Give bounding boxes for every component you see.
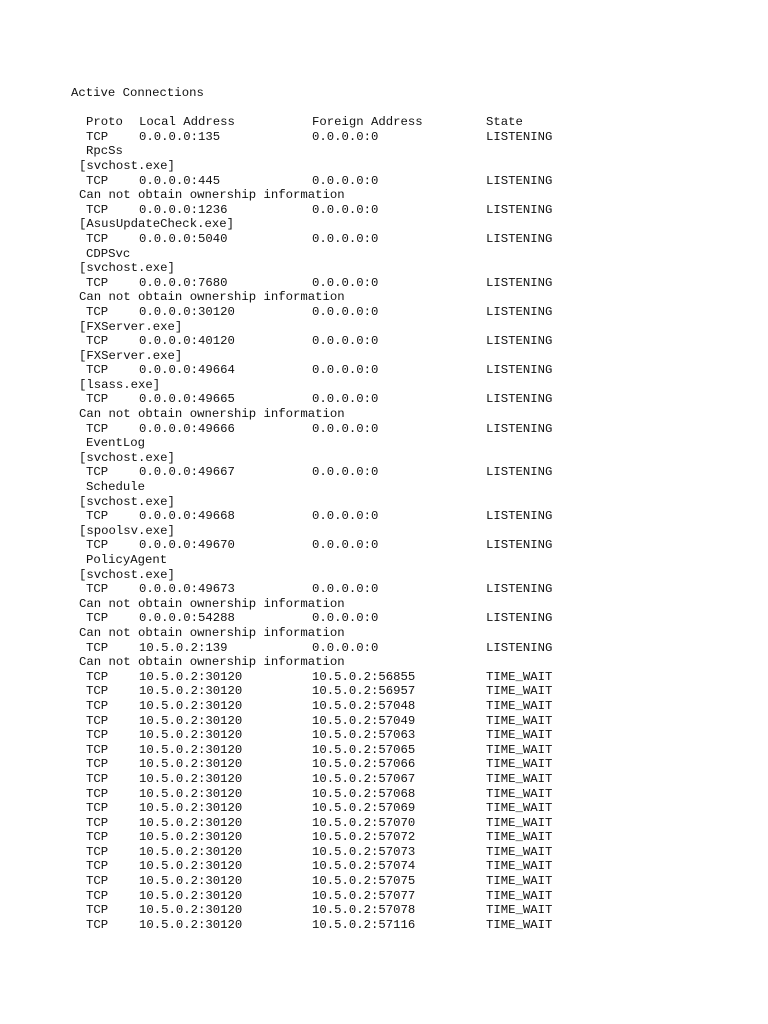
connection-row [71, 874, 751, 889]
connections-document [71, 86, 751, 932]
local-address-cell: 0.0.0.0:135 [139, 129, 221, 144]
state-cell: TIME_WAIT [486, 713, 553, 728]
foreign-address-cell: 10.5.0.2:57066 [312, 757, 416, 772]
proto-cell: TCP [86, 830, 109, 845]
ownership-note: Can not obtain ownership information [79, 596, 345, 611]
foreign-address-cell: 10.5.0.2:56855 [312, 669, 416, 684]
connection-row [71, 392, 751, 407]
state-cell: LISTENING [486, 363, 553, 378]
state-cell: LISTENING [486, 640, 553, 655]
connection-row [71, 845, 751, 860]
foreign-address-cell: 10.5.0.2:57074 [312, 859, 416, 874]
state-cell: LISTENING [486, 304, 553, 319]
ownership-note: Can not obtain ownership information [79, 188, 345, 203]
local-address-cell: 0.0.0.0:49665 [139, 392, 235, 407]
state-cell: TIME_WAIT [486, 728, 553, 743]
foreign-address-cell: 10.5.0.2:57069 [312, 801, 416, 816]
proto-cell: TCP [86, 903, 109, 918]
local-address-cell: 0.0.0.0:49667 [139, 465, 235, 480]
foreign-address-cell: 0.0.0.0:0 [312, 582, 379, 597]
ownership-note: Can not obtain ownership information [79, 655, 345, 670]
ownership-note: Can not obtain ownership information [79, 625, 345, 640]
proto-cell: TCP [86, 275, 109, 290]
connection-row [71, 641, 751, 656]
foreign-address-cell: 10.5.0.2:57065 [312, 742, 416, 757]
proto-cell: TCP [86, 888, 109, 903]
connection-row [71, 509, 751, 524]
proto-cell: TCP [86, 786, 109, 801]
foreign-address-cell: 10.5.0.2:57070 [312, 815, 416, 830]
foreign-address-cell: 0.0.0.0:0 [312, 173, 379, 188]
local-address-cell: 0.0.0.0:49673 [139, 582, 235, 597]
connection-row [71, 859, 751, 874]
proto-cell: TCP [86, 231, 109, 246]
state-cell: LISTENING [486, 202, 553, 217]
service-name-line [71, 247, 751, 262]
local-address-cell: 0.0.0.0:40120 [139, 334, 235, 349]
local-address-cell: 0.0.0.0:445 [139, 173, 221, 188]
proto-cell: TCP [86, 742, 109, 757]
proto-cell: TCP [86, 509, 109, 524]
state-cell: TIME_WAIT [486, 786, 553, 801]
connection-row [71, 903, 751, 918]
connection-row [71, 714, 751, 729]
column-headers [71, 115, 751, 130]
foreign-address-cell: 10.5.0.2:57075 [312, 874, 416, 889]
process-name: [AsusUpdateCheck.exe] [79, 217, 234, 232]
foreign-address-cell: 0.0.0.0:0 [312, 465, 379, 480]
state-cell: TIME_WAIT [486, 874, 553, 889]
service-name-line [71, 436, 751, 451]
foreign-address-cell: 0.0.0.0:0 [312, 363, 379, 378]
local-address-cell: 10.5.0.2:30120 [139, 713, 243, 728]
ownership-note-line [71, 188, 751, 203]
connection-row [71, 728, 751, 743]
proto-cell: TCP [86, 640, 109, 655]
process-name-line [71, 378, 751, 393]
service-name: PolicyAgent [86, 553, 168, 567]
local-address-cell: 0.0.0.0:5040 [139, 231, 228, 246]
foreign-address-cell: 0.0.0.0:0 [312, 538, 379, 553]
local-address-cell: 10.5.0.2:30120 [139, 888, 243, 903]
spacer [71, 101, 751, 116]
process-name: [svchost.exe] [79, 261, 175, 276]
header-local-address: Local Address [139, 115, 235, 130]
foreign-address-cell: 0.0.0.0:0 [312, 421, 379, 436]
process-name: [svchost.exe] [79, 450, 175, 465]
proto-cell: TCP [86, 713, 109, 728]
ownership-note-line [71, 597, 751, 612]
state-cell: TIME_WAIT [486, 903, 553, 918]
local-address-cell: 10.5.0.2:30120 [139, 815, 243, 830]
state-cell: LISTENING [486, 611, 553, 626]
ownership-note-line [71, 407, 751, 422]
proto-cell: TCP [86, 698, 109, 713]
process-name: [FXServer.exe] [79, 348, 183, 363]
state-cell: LISTENING [486, 173, 553, 188]
connection-row [71, 757, 751, 772]
local-address-cell: 10.5.0.2:139 [139, 640, 228, 655]
local-address-cell: 10.5.0.2:30120 [139, 903, 243, 918]
proto-cell: TCP [86, 304, 109, 319]
foreign-address-cell: 0.0.0.0:0 [312, 129, 379, 144]
foreign-address-cell: 10.5.0.2:57049 [312, 713, 416, 728]
proto-cell: TCP [86, 669, 109, 684]
proto-cell: TCP [86, 728, 109, 743]
local-address-cell: 10.5.0.2:30120 [139, 844, 243, 859]
state-cell: TIME_WAIT [486, 757, 553, 772]
local-address-cell: 0.0.0.0:7680 [139, 275, 228, 290]
foreign-address-cell: 10.5.0.2:57116 [312, 917, 416, 932]
ownership-note: Can not obtain ownership information [79, 407, 345, 422]
state-cell: LISTENING [486, 231, 553, 246]
state-cell: LISTENING [486, 509, 553, 524]
local-address-cell: 10.5.0.2:30120 [139, 669, 243, 684]
proto-cell: TCP [86, 917, 109, 932]
foreign-address-cell: 0.0.0.0:0 [312, 304, 379, 319]
connection-row [71, 582, 751, 597]
state-cell: TIME_WAIT [486, 742, 553, 757]
ownership-note-line [71, 290, 751, 305]
local-address-cell: 10.5.0.2:30120 [139, 859, 243, 874]
proto-cell: TCP [86, 874, 109, 889]
connection-row [71, 130, 751, 145]
foreign-address-cell: 0.0.0.0:0 [312, 640, 379, 655]
connection-row [71, 889, 751, 904]
connection-row [71, 743, 751, 758]
foreign-address-cell: 0.0.0.0:0 [312, 231, 379, 246]
process-name-line [71, 568, 751, 583]
foreign-address-cell: 0.0.0.0:0 [312, 275, 379, 290]
proto-cell: TCP [86, 129, 109, 144]
proto-cell: TCP [86, 859, 109, 874]
proto-cell: TCP [86, 465, 109, 480]
connection-row [71, 276, 751, 291]
state-cell: LISTENING [486, 465, 553, 480]
state-cell: TIME_WAIT [486, 669, 553, 684]
foreign-address-cell: 10.5.0.2:57063 [312, 728, 416, 743]
state-cell: LISTENING [486, 421, 553, 436]
service-name: Schedule [86, 480, 146, 495]
proto-cell: TCP [86, 202, 109, 217]
process-name-line [71, 495, 751, 510]
proto-cell: TCP [86, 801, 109, 816]
proto-cell: TCP [86, 392, 109, 407]
foreign-address-cell: 10.5.0.2:57068 [312, 786, 416, 801]
local-address-cell: 10.5.0.2:30120 [139, 698, 243, 713]
foreign-address-cell: 10.5.0.2:56957 [312, 684, 416, 699]
foreign-address-cell: 0.0.0.0:0 [312, 202, 379, 217]
process-name-line [71, 320, 751, 335]
proto-cell: TCP [86, 582, 109, 597]
connection-row [71, 232, 751, 247]
process-name: [FXServer.exe] [79, 319, 183, 334]
process-name-line [71, 217, 751, 232]
service-name-line [71, 144, 751, 159]
foreign-address-cell: 10.5.0.2:57073 [312, 844, 416, 859]
local-address-cell: 0.0.0.0:49670 [139, 538, 235, 553]
foreign-address-cell: 0.0.0.0:0 [312, 392, 379, 407]
proto-cell: TCP [86, 173, 109, 188]
foreign-address-cell: 10.5.0.2:57048 [312, 698, 416, 713]
connection-row [71, 699, 751, 714]
proto-cell: TCP [86, 844, 109, 859]
service-name: CDPSvc [86, 246, 131, 261]
foreign-address-cell: 10.5.0.2:57077 [312, 888, 416, 903]
proto-cell: TCP [86, 334, 109, 349]
local-address-cell: 10.5.0.2:30120 [139, 917, 243, 932]
foreign-address-cell: 0.0.0.0:0 [312, 611, 379, 626]
local-address-cell: 10.5.0.2:30120 [139, 830, 243, 845]
process-name: [svchost.exe] [79, 158, 175, 173]
service-name-line [71, 480, 751, 495]
proto-cell: TCP [86, 363, 109, 378]
proto-cell: TCP [86, 684, 109, 699]
proto-cell: TCP [86, 421, 109, 436]
state-cell: TIME_WAIT [486, 815, 553, 830]
connection-row [71, 787, 751, 802]
process-name-line [71, 524, 751, 539]
proto-cell: TCP [86, 611, 109, 626]
connection-row [71, 801, 751, 816]
state-cell: TIME_WAIT [486, 698, 553, 713]
connection-row [71, 363, 751, 378]
local-address-cell: 0.0.0.0:49668 [139, 509, 235, 524]
header-foreign-address: Foreign Address [312, 115, 423, 130]
connection-row [71, 816, 751, 831]
state-cell: LISTENING [486, 334, 553, 349]
process-name: [svchost.exe] [79, 494, 175, 509]
connection-row [71, 465, 751, 480]
foreign-address-cell: 0.0.0.0:0 [312, 509, 379, 524]
connection-row [71, 918, 751, 933]
connection-row [71, 830, 751, 845]
local-address-cell: 10.5.0.2:30120 [139, 742, 243, 757]
connection-row [71, 305, 751, 320]
state-cell: LISTENING [486, 538, 553, 553]
header-state: State [486, 115, 523, 130]
state-cell: TIME_WAIT [486, 684, 553, 699]
local-address-cell: 10.5.0.2:30120 [139, 874, 243, 889]
process-name: [spoolsv.exe] [79, 523, 175, 538]
foreign-address-cell: 10.5.0.2:57072 [312, 830, 416, 845]
connection-row [71, 422, 751, 437]
state-cell: TIME_WAIT [486, 771, 553, 786]
connection-row [71, 670, 751, 685]
process-name-line [71, 159, 751, 174]
proto-cell: TCP [86, 538, 109, 553]
local-address-cell: 10.5.0.2:30120 [139, 728, 243, 743]
local-address-cell: 10.5.0.2:30120 [139, 786, 243, 801]
service-name-line [71, 553, 751, 568]
local-address-cell: 10.5.0.2:30120 [139, 771, 243, 786]
state-cell: LISTENING [486, 582, 553, 597]
local-address-cell: 10.5.0.2:30120 [139, 684, 243, 699]
local-address-cell: 10.5.0.2:30120 [139, 801, 243, 816]
process-name-line [71, 451, 751, 466]
foreign-address-cell: 10.5.0.2:57067 [312, 771, 416, 786]
state-cell: TIME_WAIT [486, 830, 553, 845]
state-cell: TIME_WAIT [486, 844, 553, 859]
connection-list [71, 130, 751, 933]
foreign-address-cell: 0.0.0.0:0 [312, 334, 379, 349]
header-proto: Proto [86, 115, 123, 130]
connection-row [71, 203, 751, 218]
state-cell: TIME_WAIT [486, 917, 553, 932]
state-cell: TIME_WAIT [486, 801, 553, 816]
state-cell: LISTENING [486, 129, 553, 144]
ownership-note-line [71, 655, 751, 670]
connection-row [71, 684, 751, 699]
local-address-cell: 10.5.0.2:30120 [139, 757, 243, 772]
proto-cell: TCP [86, 757, 109, 772]
local-address-cell: 0.0.0.0:54288 [139, 611, 235, 626]
process-name: [svchost.exe] [79, 567, 175, 582]
proto-cell: TCP [86, 771, 109, 786]
local-address-cell: 0.0.0.0:49664 [139, 363, 235, 378]
local-address-cell: 0.0.0.0:49666 [139, 421, 235, 436]
proto-cell: TCP [86, 815, 109, 830]
local-address-cell: 0.0.0.0:1236 [139, 202, 228, 217]
page-title: Active Connections [71, 86, 204, 100]
local-address-cell: 0.0.0.0:30120 [139, 304, 235, 319]
service-name: RpcSs [86, 144, 123, 159]
connection-row [71, 334, 751, 349]
state-cell: TIME_WAIT [486, 888, 553, 903]
process-name-line [71, 349, 751, 364]
state-cell: LISTENING [486, 275, 553, 290]
state-cell: LISTENING [486, 392, 553, 407]
connection-row [71, 538, 751, 553]
connection-row [71, 772, 751, 787]
process-name-line [71, 261, 751, 276]
ownership-note: Can not obtain ownership information [79, 290, 345, 305]
connection-row [71, 611, 751, 626]
process-name: [lsass.exe] [79, 377, 161, 392]
foreign-address-cell: 10.5.0.2:57078 [312, 903, 416, 918]
state-cell: TIME_WAIT [486, 859, 553, 874]
service-name: EventLog [86, 436, 146, 451]
connection-row [71, 174, 751, 189]
ownership-note-line [71, 626, 751, 641]
